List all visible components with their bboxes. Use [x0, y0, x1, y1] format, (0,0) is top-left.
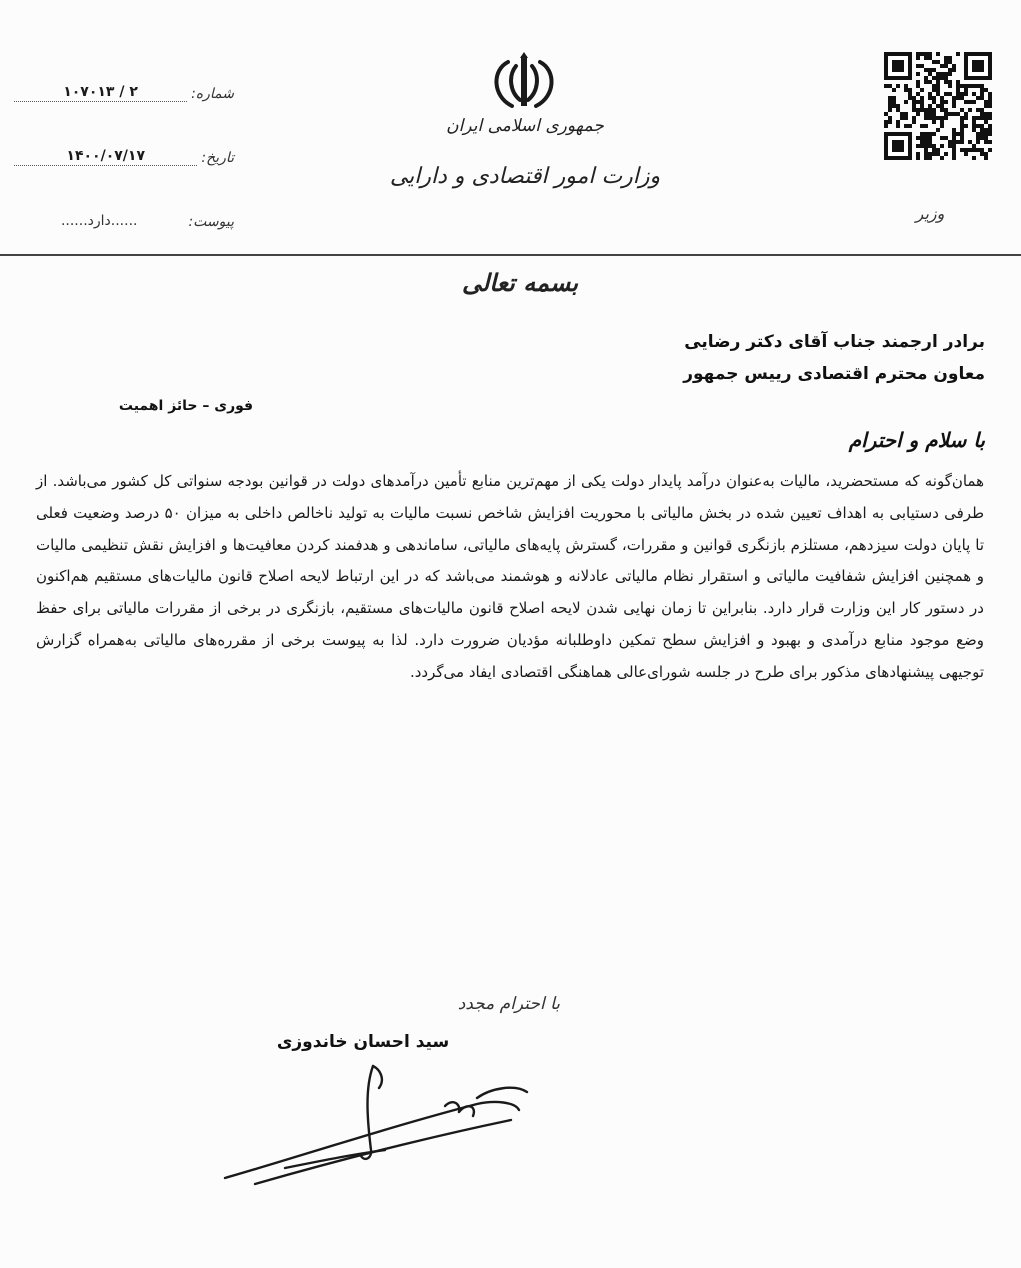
- republic-name: جمهوری اسلامی ایران: [446, 116, 604, 136]
- letter-metadata: [14, 80, 234, 230]
- closing-phrase: با احترام مجدد: [457, 994, 560, 1014]
- signer-name: سید احسان خاندوزی: [276, 1032, 450, 1052]
- minister-label: وزیر: [915, 204, 945, 223]
- letter-date-row: [14, 144, 234, 166]
- letter-attachment-value: ......دارد......: [60, 213, 138, 229]
- iran-emblem-icon: [488, 52, 560, 112]
- letter-number-row: [14, 80, 234, 102]
- qr-code-icon: [882, 52, 994, 160]
- salutation: با سلام و احترام: [848, 428, 985, 452]
- letter-body: همان‌گونه که مستحضرید، مالیات به‌عنوان درآمد پایدار دولت یکی از مهم‌ترین منابع تأمین درآمدهای دولت در قوانین بودجه سنواتی کل کشور می‌باشد. از طرفی دستیابی به اهداف تعیین شده در بخش مالیاتی با محوریت افزایش شاخص نسبت مالیات به تولید ناخالص داخلی به میزان ۵۰ درصد وضعیت فعلی تا پایان دولت سیزدهم، مستلزم بازنگری قوانین و مقررات، گسترش پایه‌های مالیاتی، ساماندهی و هدفمند کردن معافیت‌ها و افزایش نقش تنظیمی مالیات و همچنین افزایش شفافیت مالیاتی و استقرار نظام مالیاتی عادلانه و هوشمند می‌باشد که در این ارتباط لایحه اصلاح قانون مالیات‌های مستقیم هم‌اکنون در دستور کار این وزارت قرار دارد. بنابراین تا زمان نهایی شدن لایحه اصلاح قانون مالیات‌های مستقیم، بازنگری در برخی از مقررات مالیاتی برای حفظ وضع موجود منابع درآمدی و بهبود و افزایش سطح تمکین داوطلبانه مؤدیان ضرورت دارد. لذا به پیوست برخی از مقرره‌های مالیاتی به‌همراه گزارش توجیهی پیشنهادهای مذکور برای طرح در جلسه شورای‌عالی هماهنگی اقتصادی ایفاد می‌گردد.: [36, 472, 985, 681]
- urgency-note: فوری – حائز اهمیت: [118, 398, 254, 414]
- addressee-title: معاون محترم اقتصادی رییس جمهور: [683, 364, 985, 384]
- ministry-name: وزارت امور اقتصادی و دارایی: [389, 164, 661, 189]
- letter-number-label: شماره:: [191, 86, 234, 102]
- addressee: [285, 326, 985, 390]
- letter-attachment-row: [14, 208, 234, 230]
- letter-date-value: ۱۴۰۰/۰۷/۱۷: [14, 148, 197, 166]
- addressee-name: برادر ارجمند جناب آقای دکتر رضایی: [684, 332, 985, 352]
- letter-attachment-label: پیوست:: [188, 214, 234, 230]
- header-divider: [0, 254, 1021, 256]
- invocation: بسمه تعالی: [461, 268, 579, 297]
- letter-date-label: تاریخ:: [201, 150, 234, 166]
- letter-number-value: ۲ / ۱۰۷۰۱۳: [14, 84, 187, 102]
- handwritten-signature-icon: [215, 1058, 535, 1198]
